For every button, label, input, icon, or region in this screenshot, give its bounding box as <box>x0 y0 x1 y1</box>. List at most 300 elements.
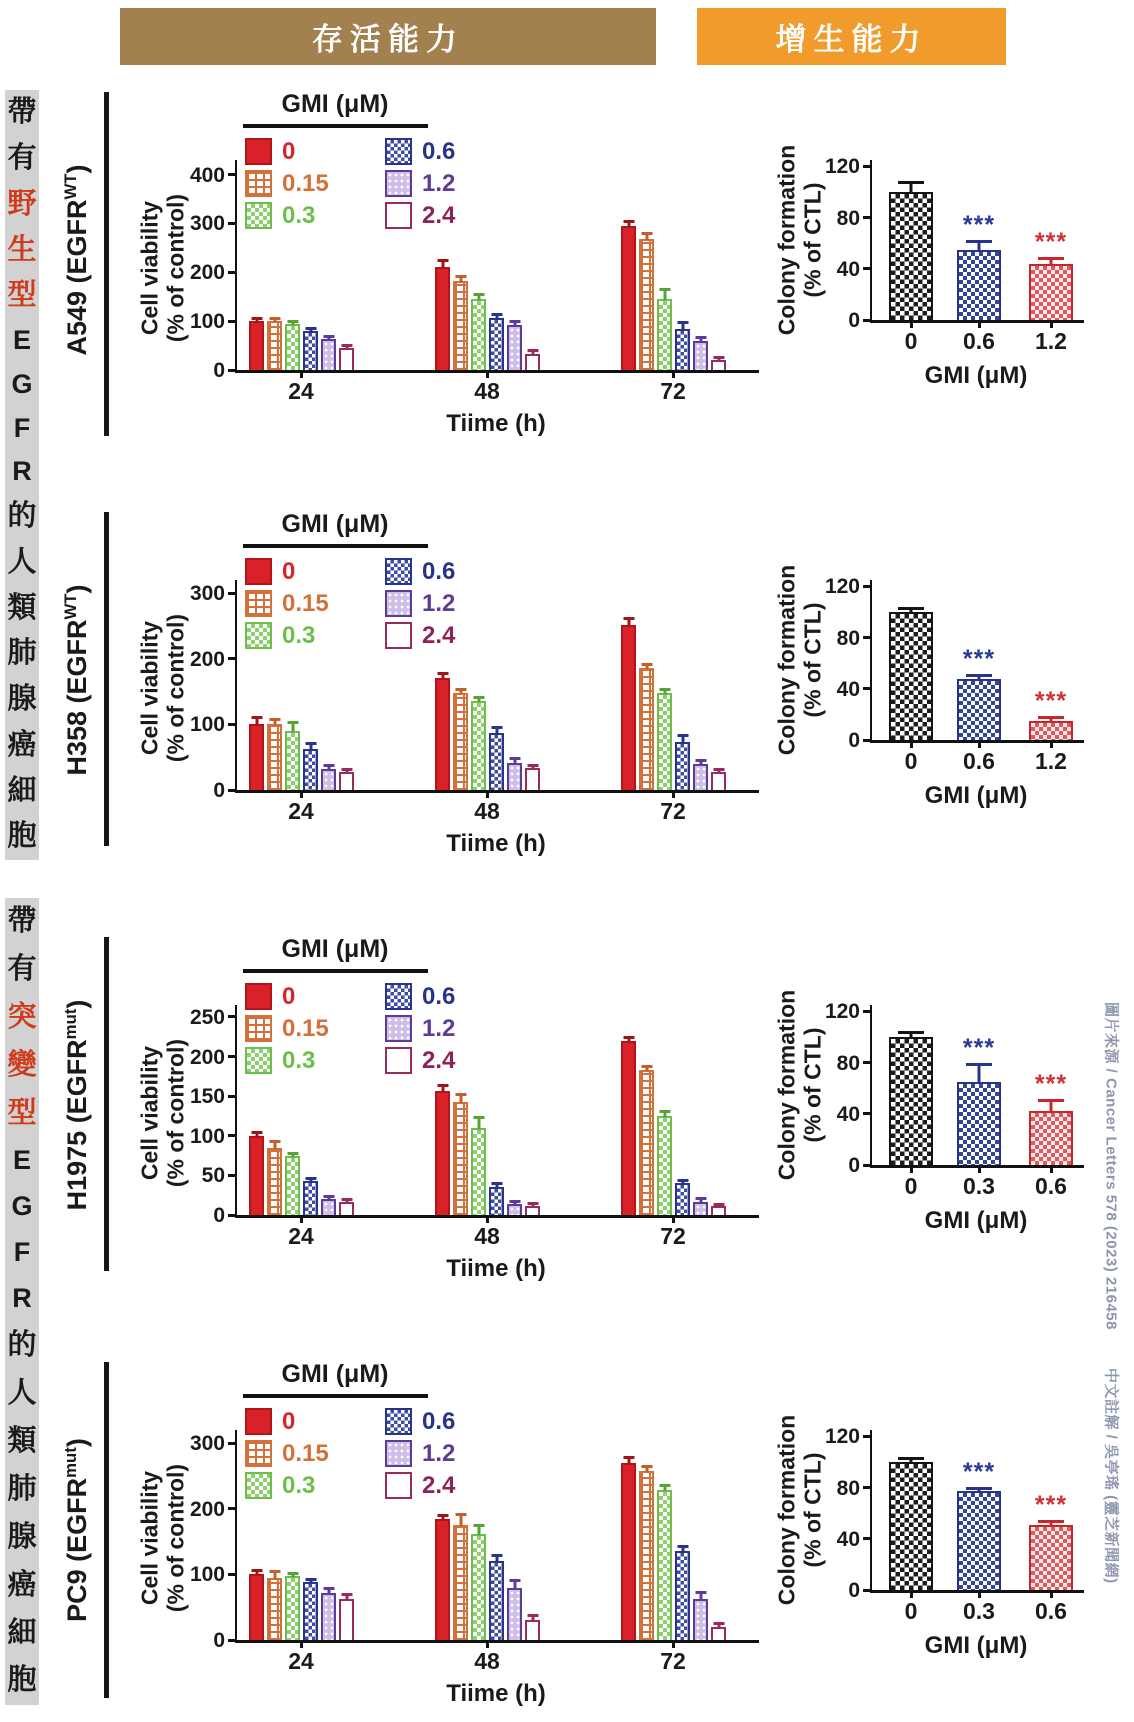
error-bar <box>251 317 262 322</box>
bar-slot <box>957 580 1001 740</box>
significance-stars: *** <box>962 645 996 673</box>
bar-slot <box>489 1005 504 1215</box>
legend-label: 0.15 <box>282 1439 329 1467</box>
bar-1.2uM <box>507 325 522 370</box>
bar-0uM <box>249 1136 264 1215</box>
viability-chart <box>115 933 760 1285</box>
y-tick-label: 80 <box>836 1476 860 1500</box>
bar-2.4uM <box>711 360 726 370</box>
bar-slot <box>525 1005 540 1215</box>
colony-bar-0uM <box>889 1462 933 1590</box>
bar-slot <box>525 580 540 790</box>
side-label-char: 突 <box>7 1001 37 1034</box>
x-tick-mark <box>300 790 303 798</box>
side-label-char: 生 <box>7 233 37 266</box>
y-tick-label: 200 <box>189 261 225 285</box>
x-tick-label: 24 <box>288 1223 314 1249</box>
colony-plot <box>824 575 1084 774</box>
x-tick-mark <box>910 1590 913 1598</box>
cell-line-label: H358 $(EGFR^{WT})$ <box>61 584 92 776</box>
significance-stars: *** <box>1034 1491 1068 1520</box>
bar-slot <box>453 580 468 790</box>
side-label-char: 類 <box>7 1424 37 1457</box>
error-bar <box>341 1198 352 1203</box>
error-bar <box>641 663 652 669</box>
bar-slot <box>267 580 282 790</box>
y-tick-mark <box>228 1095 237 1098</box>
y-tick-label: 40 <box>836 677 860 701</box>
colony-chart <box>745 88 1134 450</box>
bar-slot <box>453 160 468 370</box>
side-label-char: 的 <box>7 1328 37 1361</box>
side-label-char: F <box>13 412 31 443</box>
x-axis-label: Tiime (h) <box>446 1255 546 1282</box>
bar-slot <box>657 1005 672 1215</box>
side-label-char: 人 <box>7 1376 37 1409</box>
colony-plot <box>824 1000 1084 1199</box>
legend-label: 1.2 <box>422 1439 456 1467</box>
banner-proliferation: 增生能力 <box>697 8 1006 65</box>
bar-slot <box>675 1005 690 1215</box>
error-bar <box>491 1182 502 1188</box>
bar-slot <box>657 160 672 370</box>
bar-slot <box>711 1430 726 1640</box>
bar-0.15uM <box>639 668 654 790</box>
bar-slot <box>321 1430 336 1640</box>
viability-chart <box>115 508 760 860</box>
bar-slot <box>453 1430 468 1640</box>
x-tick-label: 0.3 <box>963 1598 995 1624</box>
y-tick-mark <box>228 222 237 225</box>
bar-0.15uM <box>453 1102 468 1215</box>
viability-plot <box>189 1005 759 1249</box>
bar-slot <box>889 1430 933 1590</box>
bar-0.15uM <box>267 1148 282 1215</box>
legend-label: 0.6 <box>422 557 456 585</box>
x-tick-label: 48 <box>474 1223 500 1249</box>
error-bar <box>323 335 334 340</box>
legend-underline <box>243 969 428 973</box>
viability-plot <box>189 160 759 404</box>
y-tick-mark <box>228 173 237 176</box>
legend-title: GMI (μM) <box>281 935 389 963</box>
bar-slot <box>675 580 690 790</box>
error-bar <box>269 718 280 726</box>
legend-label: 0.3 <box>282 1471 316 1499</box>
bar-0.3uM <box>471 701 486 790</box>
bar-2.4uM <box>339 772 354 790</box>
error-bar <box>473 1524 484 1535</box>
legend-title: GMI (μM) <box>281 510 389 538</box>
x-tick-mark <box>486 1640 489 1648</box>
y-tick-label: 0 <box>848 1579 860 1602</box>
bar-slot <box>471 580 486 790</box>
bar-0.15uM <box>453 693 468 790</box>
side-label-char: 肺 <box>7 1472 37 1505</box>
y-axis-label: Colony formation (% of CTL) <box>773 144 826 336</box>
y-tick-mark <box>228 1174 237 1177</box>
bar-0.3uM <box>471 1534 486 1640</box>
bar-slot <box>321 580 336 790</box>
bar-slot <box>621 1005 636 1215</box>
bar-0uM <box>435 1519 450 1640</box>
bar-0.6uM <box>303 1582 318 1640</box>
y-tick-label: 50 <box>201 1164 225 1188</box>
bar-1.2uM <box>321 339 336 370</box>
error-bar <box>1038 257 1064 265</box>
x-tick-mark <box>978 1165 981 1173</box>
side-label-char: 有 <box>7 953 37 986</box>
bar-slot <box>435 1430 450 1640</box>
bar-0uM <box>435 1091 450 1215</box>
y-tick-mark <box>863 267 872 270</box>
bar-slot <box>957 1005 1001 1165</box>
error-bar <box>287 1572 298 1577</box>
error-bar <box>966 1063 992 1083</box>
x-tick-mark <box>300 1215 303 1223</box>
side-label-char: 胞 <box>7 1664 37 1697</box>
bar-1.2uM <box>693 1599 708 1640</box>
bar-slot <box>621 160 636 370</box>
error-bar <box>437 1514 448 1520</box>
cell-line-label: A549 $(EGFR^{WT})$ <box>61 164 92 356</box>
y-tick-label: 40 <box>836 1527 860 1551</box>
x-tick-mark <box>672 370 675 378</box>
y-tick-mark <box>863 1537 872 1540</box>
y-tick-mark <box>863 585 872 588</box>
bar-group <box>249 1430 354 1640</box>
legend-title: GMI (μM) <box>281 90 389 118</box>
row-bracket-line <box>104 92 109 436</box>
error-bar <box>287 1152 298 1157</box>
bar-group <box>621 1430 726 1640</box>
bar-0.6uM <box>675 1183 690 1215</box>
bar-slot <box>267 160 282 370</box>
bar-slot <box>657 1430 672 1640</box>
y-tick-label: 120 <box>824 155 860 179</box>
bar-group <box>249 1005 354 1215</box>
x-tick-label: 24 <box>288 378 314 404</box>
side-label-char: 型 <box>7 279 37 312</box>
error-bar <box>455 1513 466 1525</box>
bar-slot <box>303 580 318 790</box>
bar-2.4uM <box>711 772 726 790</box>
error-bar <box>527 764 538 769</box>
colony-chart <box>745 933 1134 1285</box>
y-tick-label: 80 <box>836 206 860 230</box>
y-tick-label: 40 <box>836 1102 860 1126</box>
bar-1.2uM <box>507 1588 522 1641</box>
colony-bar-0uM <box>889 1037 933 1165</box>
viability-plot <box>189 1430 759 1674</box>
x-tick-mark <box>300 370 303 378</box>
error-bar <box>437 672 448 680</box>
bar-slot <box>639 1430 654 1640</box>
legend-label: 2.4 <box>422 621 456 649</box>
side-label-char: 細 <box>7 774 37 807</box>
significance-stars: *** <box>962 1034 996 1063</box>
legend-label: 0 <box>282 137 296 165</box>
side-label-char: F <box>13 1237 31 1268</box>
legend-label: 0 <box>282 982 296 1010</box>
bar-0uM <box>621 625 636 790</box>
error-bar <box>659 1110 670 1117</box>
y-axis-label: Colony formation (% of CTL) <box>773 989 826 1181</box>
x-tick-label: 24 <box>288 1648 314 1674</box>
legend-underline <box>243 124 428 128</box>
x-axis-label: GMI (μM) <box>924 782 1028 809</box>
bar-group <box>435 1005 540 1215</box>
y-tick-label: 80 <box>836 626 860 650</box>
error-bar <box>473 293 484 300</box>
error-bar <box>1038 716 1064 722</box>
error-bar <box>305 1578 316 1584</box>
side-label-char: R <box>12 1282 32 1313</box>
error-bar <box>305 742 316 750</box>
legend-label: 0.15 <box>282 1014 329 1042</box>
x-tick-label: 0 <box>904 1173 918 1199</box>
bar-0.6uM <box>675 1551 690 1640</box>
bar-slot <box>693 1005 708 1215</box>
y-tick-label: 150 <box>189 1085 225 1109</box>
error-bar <box>323 1587 334 1594</box>
bar-slot <box>489 580 504 790</box>
bar-0.6uM <box>303 1181 318 1215</box>
bar-0.3uM <box>285 1576 300 1640</box>
y-tick-mark <box>228 1134 237 1137</box>
y-tick-label: 100 <box>189 1563 225 1587</box>
y-tick-mark <box>863 1061 872 1064</box>
bar-0uM <box>435 678 450 790</box>
legend-label: 0.15 <box>282 589 329 617</box>
bar-group <box>249 580 354 790</box>
y-tick-label: 400 <box>189 163 225 187</box>
y-tick-mark <box>863 1486 872 1489</box>
bar-1.2uM <box>321 1199 336 1215</box>
error-bar <box>677 734 688 744</box>
y-tick-mark <box>863 1010 872 1013</box>
y-axis-label: Cell viability (% of control) <box>136 613 189 763</box>
error-bar <box>473 696 484 702</box>
y-tick-mark <box>228 1055 237 1058</box>
x-tick-mark <box>1050 320 1053 328</box>
y-tick-mark <box>863 1112 872 1115</box>
legend-label: 0.3 <box>282 1046 316 1074</box>
bar-0.3uM <box>285 731 300 790</box>
y-tick-mark <box>863 636 872 639</box>
y-tick-mark <box>228 1442 237 1445</box>
bar-0.6uM <box>489 1561 504 1640</box>
bar-slot <box>285 1430 300 1640</box>
bar-slot <box>435 580 450 790</box>
bar-slot <box>303 1430 318 1640</box>
y-tick-label: 40 <box>836 257 860 281</box>
y-tick-label: 100 <box>189 713 225 737</box>
error-bar <box>509 1200 520 1205</box>
error-bar <box>341 1593 352 1600</box>
y-tick-mark <box>863 165 872 168</box>
bar-slot <box>711 160 726 370</box>
x-tick-label: 72 <box>660 798 686 824</box>
bar-slot <box>1029 1005 1073 1165</box>
error-bar <box>269 1140 280 1149</box>
y-axis-label: Cell viability (% of control) <box>136 1038 189 1188</box>
y-tick-label: 300 <box>189 212 225 236</box>
colony-plot <box>824 1425 1084 1624</box>
y-tick-label: 250 <box>189 1005 225 1029</box>
bar-slot <box>507 160 522 370</box>
bar-1.2uM <box>507 763 522 790</box>
y-tick-label: 100 <box>189 1124 225 1148</box>
bar-slot <box>711 1005 726 1215</box>
y-tick-mark <box>863 687 872 690</box>
bar-slot <box>249 580 264 790</box>
bar-0.6uM <box>303 331 318 370</box>
error-bar <box>695 1591 706 1601</box>
bar-0.6uM <box>489 318 504 370</box>
bar-2.4uM <box>339 348 354 370</box>
bar-0uM <box>435 267 450 370</box>
bar-slot <box>1029 160 1073 320</box>
error-bar <box>677 1545 688 1553</box>
bar-0.15uM <box>639 1471 654 1640</box>
side-label-char: 帶 <box>7 905 37 938</box>
y-tick-label: 120 <box>824 1000 860 1024</box>
y-tick-mark <box>863 1435 872 1438</box>
x-tick-mark <box>672 1640 675 1648</box>
bar-slot <box>1029 1430 1073 1590</box>
x-tick-mark <box>1050 740 1053 748</box>
x-tick-mark <box>910 740 913 748</box>
x-axis-label: GMI (μM) <box>924 1207 1028 1234</box>
side-label-char: G <box>11 1191 33 1222</box>
error-bar <box>966 240 992 251</box>
side-label-char: E <box>12 325 31 356</box>
bar-0.15uM <box>639 1070 654 1215</box>
bar-slot <box>525 160 540 370</box>
y-tick-mark <box>228 1214 237 1217</box>
legend-label: 0 <box>282 1407 296 1435</box>
bar-slot <box>889 1005 933 1165</box>
bar-0.15uM <box>453 1525 468 1641</box>
bar-slot <box>657 580 672 790</box>
x-axis-label: GMI (μM) <box>924 1632 1028 1659</box>
legend-label: 1.2 <box>422 589 456 617</box>
error-bar <box>251 1569 262 1575</box>
bar-0uM <box>249 321 264 370</box>
x-tick-mark <box>978 740 981 748</box>
colony-bar-0uM <box>889 192 933 320</box>
significance-stars: *** <box>962 1457 996 1486</box>
legend-underline <box>243 1394 428 1398</box>
bar-slot <box>621 1430 636 1640</box>
x-tick-mark <box>300 1640 303 1648</box>
x-tick-label: 0.6 <box>963 328 995 354</box>
side-label-char: 帶 <box>7 96 37 129</box>
colony-plot <box>824 155 1084 354</box>
colony-bar-0.3uM <box>957 1491 1001 1590</box>
x-tick-label: 72 <box>660 378 686 404</box>
bar-slot <box>285 1005 300 1215</box>
bar-0.6uM <box>489 733 504 790</box>
error-bar <box>1038 1520 1064 1526</box>
bar-group <box>621 1005 726 1215</box>
x-tick-mark <box>910 320 913 328</box>
y-tick-label: 300 <box>189 1432 225 1456</box>
error-bar <box>966 674 992 680</box>
bar-group <box>435 580 540 790</box>
x-axis-label: Tiime (h) <box>446 1680 546 1707</box>
bar-slot <box>1029 580 1073 740</box>
bar-0.3uM <box>285 1156 300 1215</box>
bar-slot <box>889 580 933 740</box>
y-tick-label: 0 <box>848 1154 860 1177</box>
bar-slot <box>267 1430 282 1640</box>
x-tick-label: 0 <box>904 748 918 774</box>
y-tick-mark <box>228 369 237 372</box>
error-bar <box>455 688 466 694</box>
y-tick-label: 200 <box>189 1045 225 1069</box>
error-bar <box>527 1614 538 1620</box>
bar-slot <box>525 1430 540 1640</box>
error-bar <box>898 181 924 193</box>
row-pc9 <box>0 1358 1134 1712</box>
y-tick-mark <box>228 320 237 323</box>
bar-slot <box>285 580 300 790</box>
error-bar <box>641 1065 652 1071</box>
bar-1.2uM <box>507 1204 522 1215</box>
y-tick-mark <box>228 723 237 726</box>
y-tick-mark <box>228 1573 237 1576</box>
error-bar <box>455 275 466 282</box>
colony-chart <box>745 1358 1134 1712</box>
cell-line-label: PC9 $(EGFR^{mut})$ <box>61 1438 92 1622</box>
x-axis-label: GMI (μM) <box>924 362 1028 389</box>
error-bar <box>623 1456 634 1464</box>
row-bracket-line <box>104 937 109 1271</box>
error-bar <box>695 1197 706 1202</box>
error-bar <box>509 757 520 764</box>
bar-0uM <box>249 724 264 790</box>
error-bar <box>713 356 724 361</box>
error-bar <box>641 1465 652 1472</box>
bar-slot <box>693 580 708 790</box>
error-bar <box>695 759 706 765</box>
viability-chart <box>115 1358 760 1712</box>
bar-slot <box>249 1430 264 1640</box>
colony-bar-1.2uM <box>1029 264 1073 320</box>
x-tick-mark <box>1050 1590 1053 1598</box>
y-tick-mark <box>228 1015 237 1018</box>
colony-bar-1.2uM <box>1029 721 1073 740</box>
x-axis-label: Tiime (h) <box>446 410 546 437</box>
bar-slot <box>339 580 354 790</box>
colony-bar-0.6uM <box>1029 1525 1073 1590</box>
bar-1.2uM <box>321 769 336 790</box>
bar-1.2uM <box>693 341 708 370</box>
y-tick-label: 0 <box>213 779 225 802</box>
x-tick-label: 0.3 <box>963 1173 995 1199</box>
error-bar <box>323 764 334 770</box>
bar-slot <box>321 160 336 370</box>
error-bar <box>898 1457 924 1463</box>
legend-label: 0.6 <box>422 982 456 1010</box>
y-tick-label: 0 <box>213 1629 225 1652</box>
bar-slot <box>471 1430 486 1640</box>
error-bar <box>269 1570 280 1578</box>
bar-slot <box>507 1430 522 1640</box>
bar-0uM <box>621 226 636 370</box>
